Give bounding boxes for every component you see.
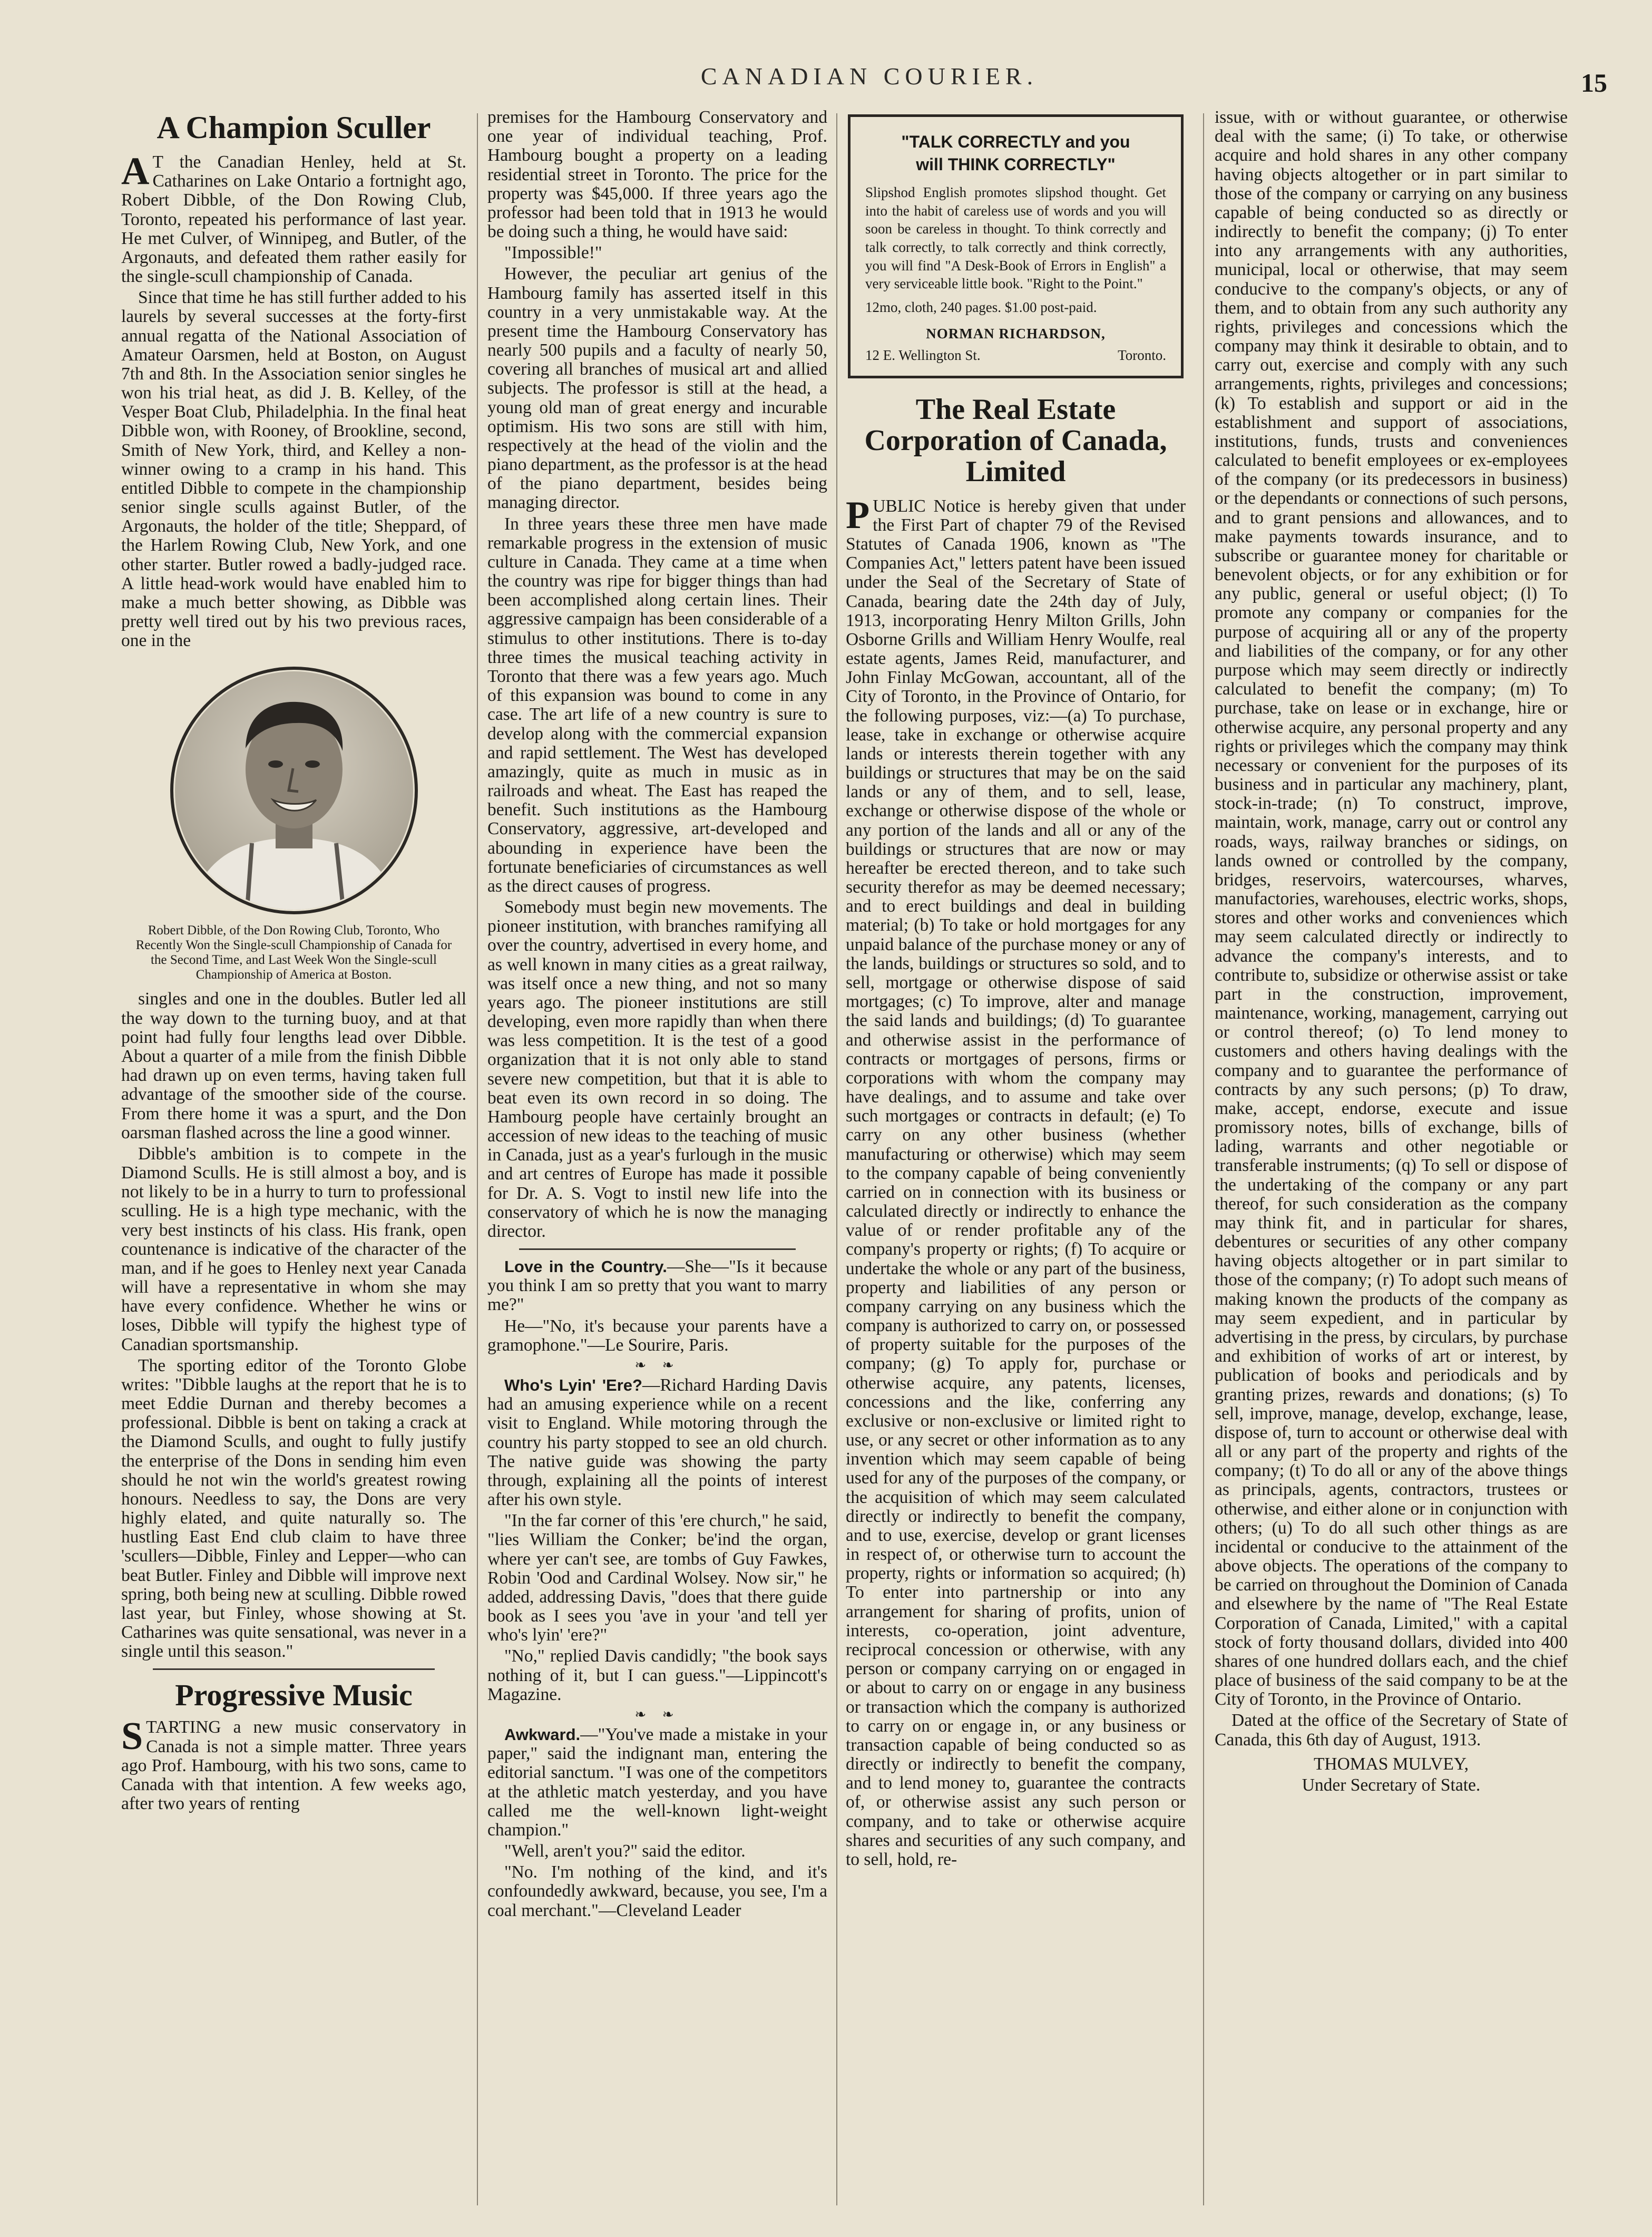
joke-paragraph: "In the far corner of this 'ere church," he said, "lies William the Conker; be'ind the organ, where yer can't see, are tombs of Guy Fawkes, Robin 'Ood and Cardinal Wolsey. Now sir," he added, addressing Davis, "does that there guide book as I sees you 'ave in your 'and tell yer who's lyin' 'ere?"	[487, 1511, 827, 1645]
article-paragraph: Dibble's ambition is to compete in the Diamond Sculls. He is still almost a boy, and is not likely to be in a hurry to turn to professional sculling. He is a high type mechanic, with the very best instincts of his class. His frank, open countenance is indicative of the character of the man, and if he goes to Henley next year Canada will have a representative in whom she may have every confidence. Whether he wins or loses, Dibble will typify the highest type of Canadian sportsmanship.	[121, 1144, 466, 1354]
section-divider	[519, 1248, 796, 1250]
joke-paragraph	[487, 1725, 827, 1840]
portrait-image	[168, 664, 421, 917]
column-rule	[477, 113, 478, 2205]
joke-text: —She—"Is it because you think I am so pretty that you want to marry me?"	[487, 1257, 827, 1315]
joke-text: —Richard Harding Davis had an amusing experience while on a recent visit to England. While motoring through the country his party stopped to see an old church. The native guide was showing the party through, explaining all the points of interest after his own style.	[487, 1375, 827, 1510]
portrait-photo	[121, 664, 466, 917]
ornament: ❧ ❧	[634, 1357, 680, 1373]
section-divider	[153, 1668, 435, 1670]
article-paragraph: Since that time he has still further added to his laurels by several successes at the forty-first annual regatta of the National Association of Amateur Oarsmen, held at Boston, on August 7th and 8th. In the Association senior singles he won his trial heat, as did J. B. Kelley, of the Vesper Boat Club, Philadelphia. In the final heat Dibble won, with Rooney, of Brookline, second, Smith of New York, third, and Kelley a non-winner owing to a cramp in his hand. This entitled Dibble to compete in the championship senior single sculls against Butler, of the Argonauts, the holder of the title; Sheppard, of the Harlem Rowing Club, New York, and one other starter. Butler rowed a badly-judged race. A little head-work would have enabled him to make a much better showing, as Dibble was pretty well tired out by his two previous races, one in the	[121, 288, 466, 651]
advertisement-title-line: "TALK CORRECTLY and you	[901, 132, 1130, 151]
joke-title: Love in the Country.	[504, 1257, 667, 1276]
column-4	[1215, 108, 1568, 2211]
advertisement-city: Toronto.	[1118, 347, 1166, 363]
article-paragraph: In three years these three men have made remarkable progress in the extension of music culture in Canada. They came at a time when the country was ripe for bigger things than had been accomplished along certain lines. Their aggressive campaign has been considerable of a stimulus to other institutions. There is to-day three times the musical teaching activity in Toronto that there was a few years ago. Much of this expansion was bound to come in any case. The art life of a new country is sure to develop along with the commercial expansion and rapid settlement. The West has developed amazingly, quite as much in music as in railroads and wheat. The East has reaped the benefit. Such institutions as the Hambourg Conservatory, aggressive, art-developed and abounding in experience have been the fortunate beneficiaries of circumstances as well as the direct causes of progress.	[487, 514, 827, 896]
article-paragraph: singles and one in the doubles. Butler led all the way down to the turning buoy, and at that point had fully four lengths lead over Dibble. About a quarter of a mile from the finish Dibble had drawn up on even terms, having taken full advantage of the smoother side of the course. From there home it was a spurt, and the Don oarsman flashed across the line a good winner.	[121, 989, 466, 1142]
paragraph-text: UBLIC Notice is hereby given that under the First Part of chapter 79 of the Revised Statutes of Canada 1906, known as "The Companies Act," letters patent have been issued under the Seal of the Secretary of State of Canada, bearing date the 24th day of July, 1913, incorporating Henry Milton Grills, John Osborne Grills and William Henry Woulfe, real estate agents, James Reid, manufacturer, and John Finlay McGowan, accountant, all of the City of Toronto, in the Province of Ontario, for the following purposes, viz:—(a) To purchase, lease, take in exchange or otherwise acquire lands or interests therein together with any buildings or structures that may be on the said lands or any of them, and to sell, lease, exchange or otherwise dispose of the whole or any portion of the lands and all or any of the buildings or structures that are now or may hereafter be erected thereon, and to take such security therefor as may be deemed necessary; and to erect buildings and deal in building material; (b) To take or hold mortgages for any unpaid balance of the purchase money or any of the lands, buildings or structures so sold, and to sell, mortgage or otherwise dispose of said mortgages; (c) To improve, alter and manage the said lands and buildings; (d) To guarantee and otherwise assist in the performance of contracts or mortgages of persons, firms or corporations with whom the company may have dealings, and to assume and take over such mortgages or contracts in default; (e) To carry on any other business (whether manufacturing or otherwise) which may seem to the company capable of being conveniently carried on in connection with its business or calculated directly or indirectly to enhance the value of or render profitable any of the company's property or rights; (f) To acquire or undertake the whole or any part of the business, property and liabilities of any person or company carrying on any business which the company is authorized to carry on, or possessed of property suitable for the purposes of the company; (g) To apply for, purchase or otherwise acquire, any patents, licenses, concessions and the like, conferring any exclusive or non-exclusive or limited right to use, or any secret or other information as to any invention which may seem capable of being used for any of the purposes of the company, or the acquisition of which may seem calculated directly or indirectly to benefit the company, and to use, exercise, develop or grant licenses in respect of, or otherwise turn to account the property, rights or information so acquired; (h) To enter into partnership or into any arrangement for sharing of profits, union of interests, co-operation, joint adventure, reciprocal concession or otherwise, with any person or company carrying on or engaged in or about to carry on or engage in any business or transaction which the company is authorized to carry on or engage in, or any business or transaction capable of being conducted so as directly or indirectly to benefit the company, and to lend money to, guarantee the contracts of, or otherwise assist any such person or company, and to take or otherwise acquire shares and securities of any such company, and to sell, hold, re-	[846, 496, 1186, 1869]
article-title-realestate: The Real Estate Corporation of Canada, Limited	[864, 393, 1167, 488]
joke-paragraph	[487, 1257, 827, 1315]
advertisement-title	[865, 131, 1166, 176]
column-1	[121, 108, 466, 2211]
advertisement-price: 12mo, cloth, 240 pages. $1.00 post-paid.	[865, 299, 1097, 315]
advertisement-box	[848, 114, 1184, 378]
joke-paragraph: "No. I'm nothing of the kind, and it's confoundedly awkward, because, you see, I'm a coal merchant."—Cleveland Leader	[487, 1862, 827, 1920]
article-paragraph: The sporting editor of the Toronto Globe writes: "Dibble laughs at the report that he is to meet Eddie Durnan and thereby becomes a professional. Dibble is bent on taking a crack at the Diamond Sculls, and ought to fully justify the enterprise of the Dons in sending him even should he not win the world's greatest rowing honours. Needless to say, the Dons are very highly elated, and quite naturally so. The hustling East End club claim to have three 'scullers—Dibble, Finley and Lepper—who can beat Butler. Finley and Dibble will improve next spring, both being new at sculling. Dibble rowed last year, but Finley, whose showing at St. Catharines was quite sensational, was never in a single until this season."	[121, 1355, 466, 1662]
joke-paragraph	[487, 1376, 827, 1509]
article-title-music: Progressive Music	[175, 1678, 413, 1713]
drop-cap: A	[121, 150, 150, 193]
paragraph-text: TARTING a new music conservatory in Canada is not a simple matter. Three years ago Prof. Hambourg, with his two sons, came to Canada with that intention. A few weeks ago, after two years of renting	[121, 1717, 466, 1814]
article-title-sculler: A Champion Sculler	[157, 110, 431, 145]
signatory-name: THOMAS MULVEY,	[1313, 1754, 1469, 1774]
paragraph-text: T the Canadian Henley, held at St. Catharines on Lake Ontario a fortnight ago, Robert Dibble, of the Don Rowing Club, Toronto, repeated his performance of last year. He met Culver, of Winnipeg, and Butler, of the Argonauts, and defeated them rather easily for the single-scull championship of Canada.	[121, 152, 466, 287]
joke-paragraph: "Well, aren't you?" said the editor.	[504, 1841, 746, 1861]
masthead: CANADIAN COURIER.	[700, 63, 1039, 90]
joke-title: Who's Lyin' 'Ere?	[504, 1376, 642, 1395]
notice-paragraph: Dated at the office of the Secretary of State of Canada, this 6th day of August, 1913.	[1215, 1711, 1568, 1750]
article-paragraph: "Impossible!"	[504, 243, 602, 263]
article-paragraph	[121, 1715, 466, 1814]
column-rule	[836, 113, 837, 2205]
advertisement-title-line: will THINK CORRECTLY"	[916, 155, 1116, 174]
article-paragraph: premises for the Hambourg Conservatory and one year of individual teaching, Prof. Hambourg bought a property on a leading residential street in Toronto. The price for the property was $45,000. If three years ago the professor had been told that in 1913 he would be doing such a thing, he would have said:	[487, 108, 827, 242]
article-paragraph	[121, 150, 466, 287]
photo-caption: Robert Dibble, of the Don Rowing Club, Toronto, Who Recently Won the Single-scull Championship of Canada for the Second Time, and Last Week Won the Single-scull Championship of America at Boston.	[135, 923, 452, 982]
page-number: 15	[1581, 68, 1607, 97]
column-rule	[1203, 113, 1204, 2205]
joke-paragraph: He—"No, it's because your parents have a gramophone."—Le Sourire, Paris.	[487, 1316, 827, 1355]
column-3	[846, 108, 1186, 2211]
drop-cap: P	[846, 493, 870, 537]
ornament: ❧ ❧	[634, 1707, 680, 1722]
notice-paragraph: issue, with or without guarantee, or otherwise deal with the same; (i) To take, or otherwise acquire and hold shares in any other company having objects altogether or in part similar to those of the company or carrying on any business capable of being conducted so as directly or indirectly to benefit the company; (j) To enter into any arrangements with any authorities, municipal, local or otherwise, that may seem conducive to the company's objects, or any of them, and to obtain from any such authority any rights, privileges and concessions which the company may think it desirable to obtain, and to carry out, exercise and comply with any such arrangements, rights, privileges and concessions; (k) To establish and support or aid in the establishment and support of associations, institutions, funds, trusts and conveniences calculated to benefit employees or ex-employees of the company (or its predecessors in business) or the dependants or connections of such persons, and to grant pensions and allowances, and to make payments towards insurance, and to subscribe or guarantee money for charitable or benevolent objects, or for any exhibition or for any public, general or useful object; (l) To promote any company or companies for the purpose of acquiring all or any of the property and liabilities of the company, or for any other purpose which may seem directly or indirectly calculated to benefit the company; (m) To purchase, take on lease or in exchange, hire or otherwise acquire, any personal property and any rights or privileges which the company may think necessary or convenient for the purposes of its business and in particular any machinery, plant, stock-in-trade; (n) To construct, improve, maintain, work, manage, carry out or control any roads, ways, railway branches or sidings, on lands owned or controlled by the company, bridges, reservoirs, watercourses, wharves, manufactories, warehouses, electric works, shops, stores and other works and conveniences which may seem calculated directly or indirectly to advance the company's interests, and to contribute to, subsidize or otherwise assist or take part in the construction, improvement, maintenance, working, management, carrying out or control thereof; (o) To lend money to customers and others having dealings with the company and to guarantee the performance of contracts by any such persons; (p) To draw, make, accept, endorse, execute and issue promissory notes, bills of exchange, bills of lading, warrants and other negotiable or transferable instruments; (q) To sell or dispose of the undertaking of the company or any part thereof, for such consideration as the company may think fit, and in particular for shares, debentures or securities of any other company having objects altogether or in part similar to those of the company; (r) To adopt such means of making known the products of the company as may seem expedient, and in particular by advertising in the press, by circulars, by purchase and exhibition of works of art or interest, by publication of books and periodicals and by granting prizes, rewards and donations; (s) To sell, improve, manage, develop, exchange, lease, dispose of, turn to account or otherwise deal with all or any part of the property and rights of the company; (t) To do all or any of the above things as principals, agents, contractors, trustees or otherwise, and either alone or in conjunction with others; (u) To do all such other things as are incidental or conducive to the attainment of the above objects. The operations of the company to be carried on throughout the Dominion of Canada and elsewhere by the name of "The Real Estate Corporation of Canada, Limited," with a capital stock of forty thousand dollars, divided into 400 shares of one hundred dollars each, and the chief place of business of the said company to be at the City of Toronto, in the Province of Ontario.	[1215, 108, 1568, 1710]
article-paragraph: Somebody must begin new movements. The pioneer institution, with branches ramifying all over the country, advertised in every home, and as well known in many cities as a great railway, was itself once a new thing, and not so many years ago. The pioneer institutions are still developing, even more rapidly than when there was less competition. It is the test of a good organization that it is not only able to stand severe new competition, but that it is able to beat even its own record in so doing. The Hambourg people have certainly brought an accession of new ideas to the teaching of music in Canada, just as a year's furlough in the music and art centres of Europe has made it possible for Dr. A. S. Vogt to instil new life into the conservatory of which he is now the managing director.	[487, 897, 827, 1241]
advertisement-body: Slipshod English promotes slipshod thought. Get into the habit of careless use of words and you will soon be careless in thought. To think correctly and talk correctly, to talk correctly and think correctly, you will find "A Desk-Book of Errors in English" a very serviceable little book. "Right to the Point."	[865, 184, 1166, 292]
joke-text: —"You've made a mistake in your paper," said the indignant man, entering the editorial sanctum. "I was one of the competitors at the athletic match yesterday, and you have called me the well-known light-weight champion."	[487, 1725, 827, 1840]
signatory-title: Under Secretary of State.	[1302, 1775, 1481, 1795]
advertisement-address	[865, 346, 1166, 365]
article-paragraph: However, the peculiar art genius of the Hambourg family has asserted itself in this country in a very unmistakable way. At the present time the Hambourg Conservatory has nearly 500 pupils and a faculty of nearly 50, covering all branches of musical art and allied subjects. The professor is still at the head, a young old man of great energy and incurable optimism. His two sons are still with him, respectively at the head of the violin and the piano department, as the professor is at the head of the piano department, besides being managing director.	[487, 264, 827, 513]
joke-paragraph: "No," replied Davis candidly; "the book says nothing of it, but I can guess."—Lippincott's Magazine.	[487, 1646, 827, 1704]
joke-title: Awkward.	[504, 1725, 581, 1744]
advertisement-street: 12 E. Wellington St.	[865, 347, 981, 363]
drop-cap: S	[121, 1715, 143, 1759]
notice-paragraph	[846, 493, 1186, 1869]
column-2	[487, 108, 827, 2211]
advertisement-publisher: NORMAN RICHARDSON,	[926, 326, 1106, 342]
